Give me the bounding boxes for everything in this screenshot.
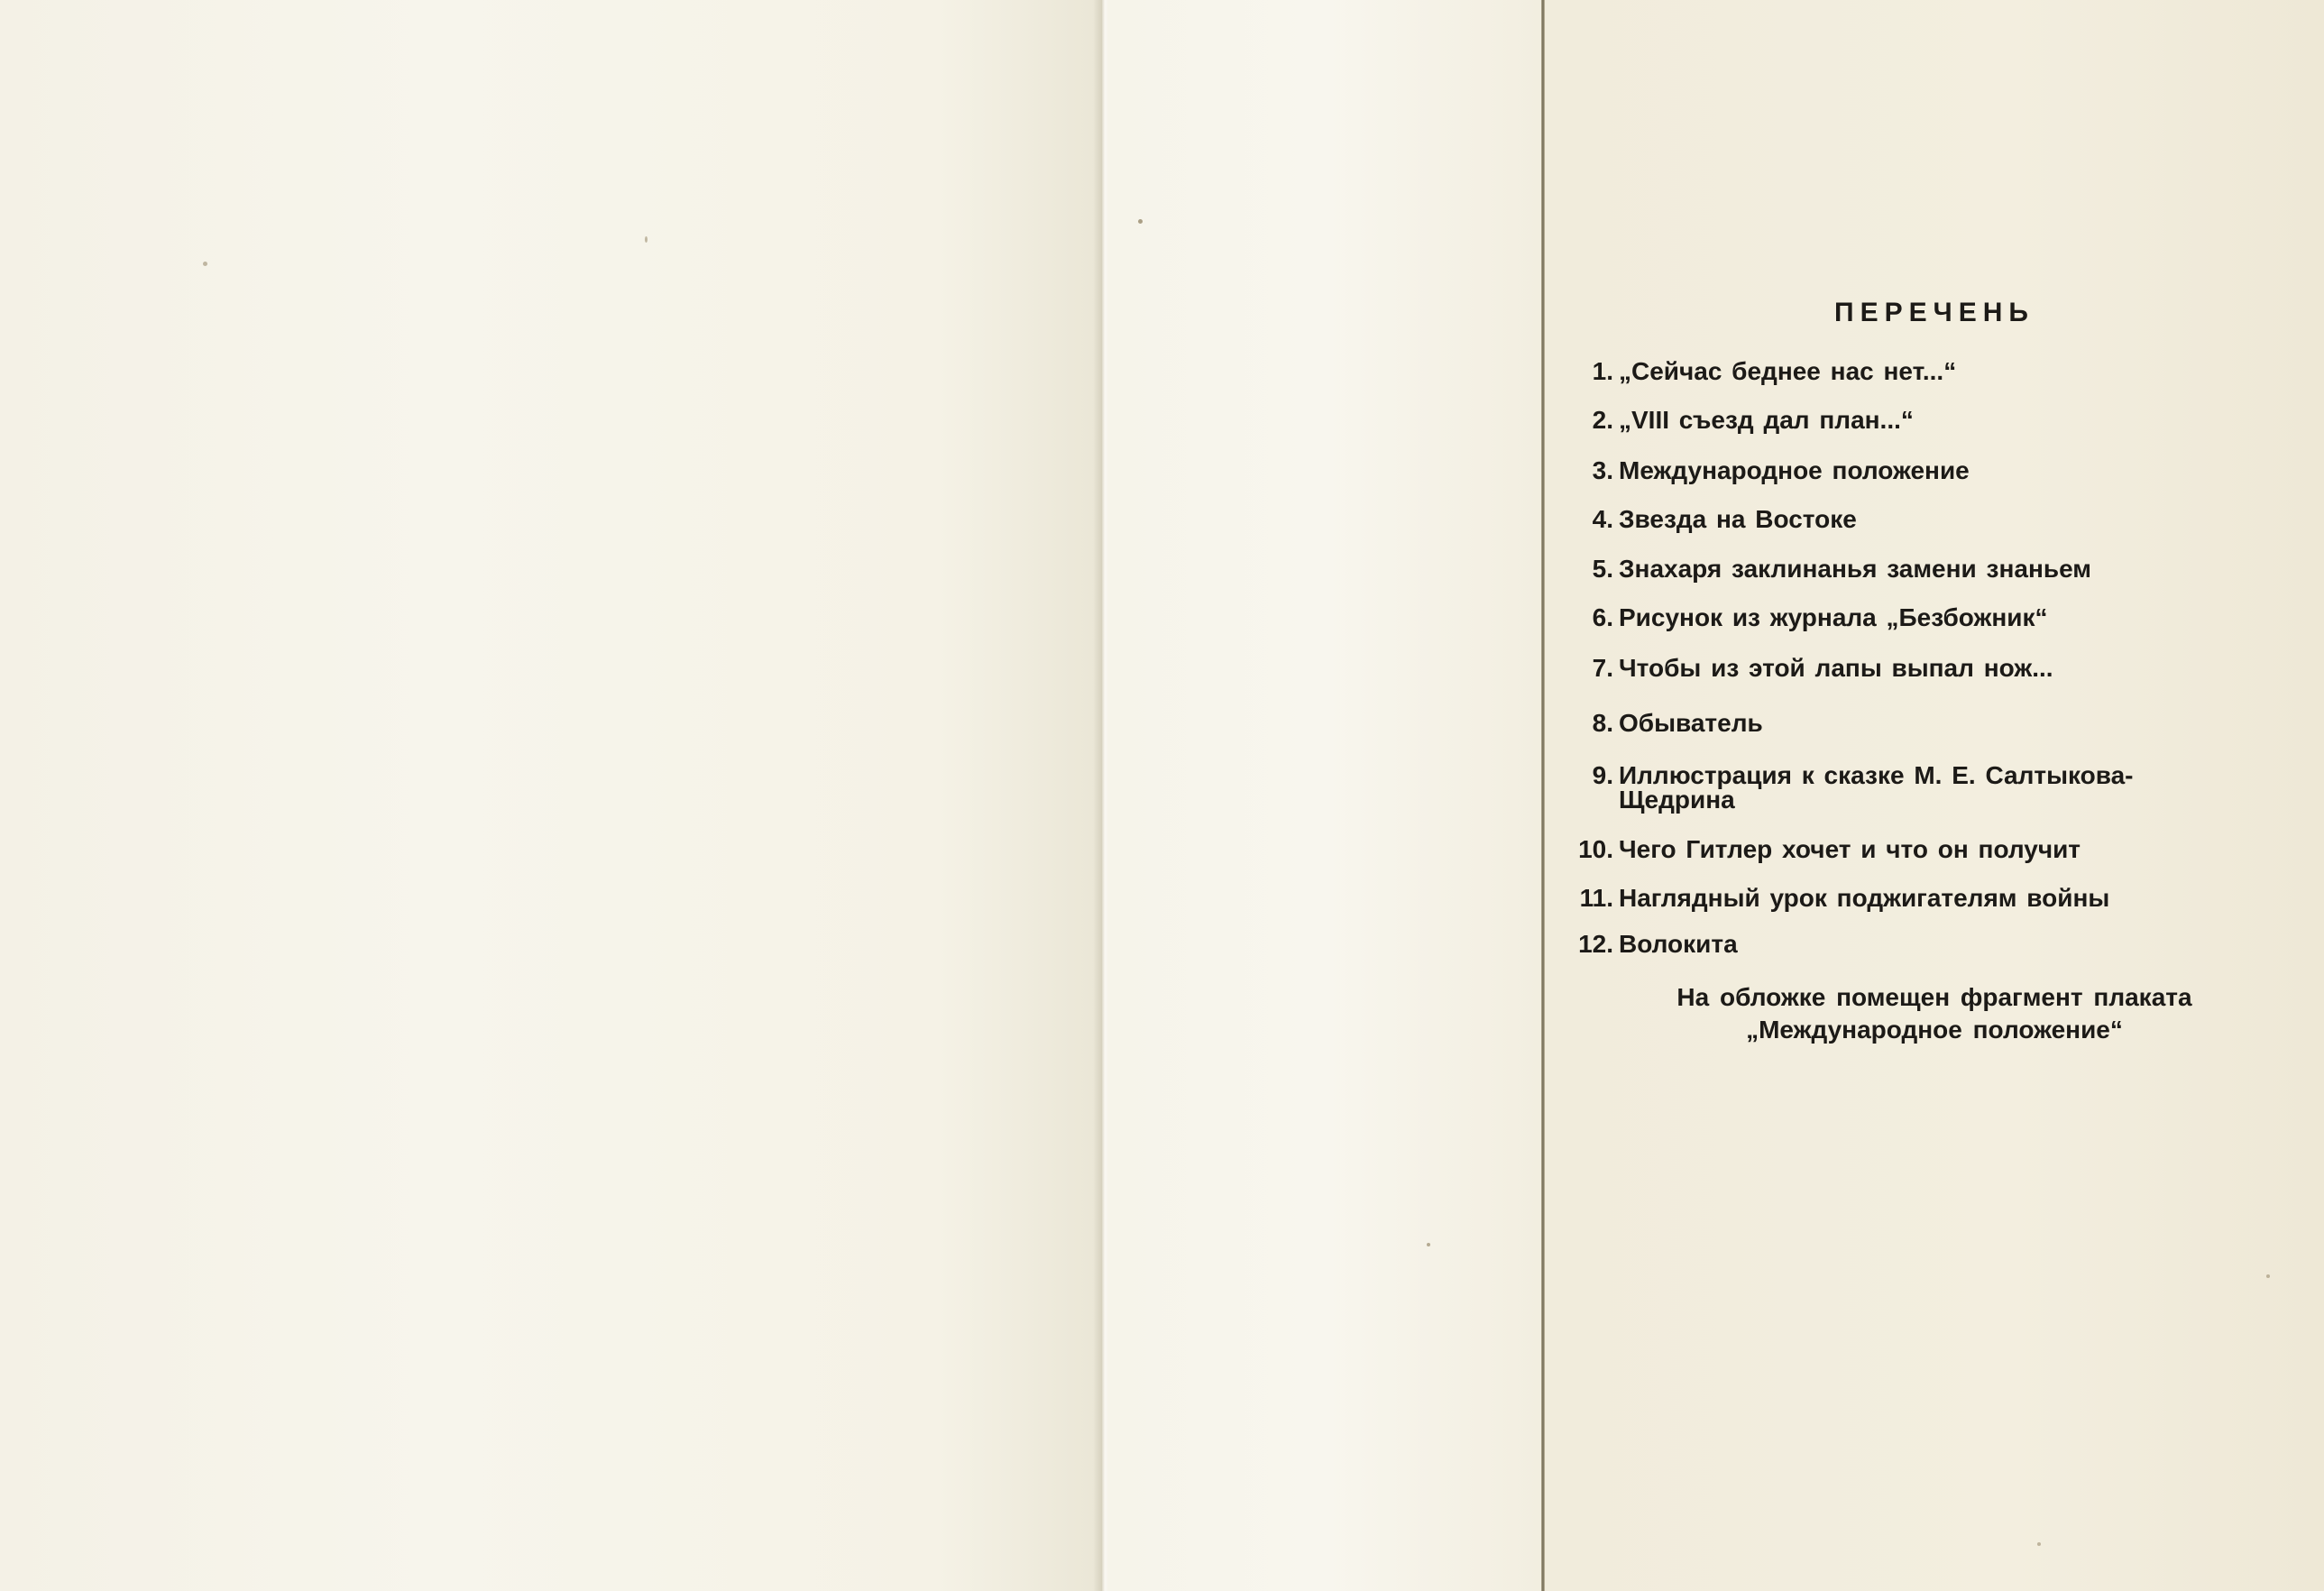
item-number: 12.	[1578, 930, 1613, 958]
item-number: 5.	[1592, 555, 1613, 583]
item-title-line2: Щедрина	[1619, 786, 1735, 814]
item-number: 7.	[1592, 654, 1613, 682]
middle-flap	[1107, 0, 1543, 1591]
left-page	[0, 0, 1102, 1591]
item-number: 8.	[1592, 709, 1613, 737]
item-title: Чего Гитлер хочет и что он получит	[1619, 835, 2081, 863]
item-title: Наглядный урок поджигателям войны	[1619, 884, 2110, 912]
item-number: 2.	[1592, 406, 1613, 434]
item-title: Волокита	[1619, 930, 1738, 958]
item-number: 10.	[1578, 835, 1613, 863]
item-title: Звезда на Востоке	[1619, 505, 1857, 533]
paper-speck	[645, 236, 648, 243]
item-number: 9.	[1592, 761, 1613, 789]
item-title	[1619, 763, 2133, 812]
item-title: „VIII съезд дал план...“	[1619, 406, 1914, 434]
paper-speck	[2266, 1274, 2270, 1278]
paper-speck	[1138, 219, 1143, 224]
item-number: 1.	[1592, 357, 1613, 385]
item-title: „Сейчас беднее нас нет...“	[1619, 357, 1957, 385]
cover-note-line2: „Международное положение“	[1746, 1016, 2123, 1044]
paper-speck	[1427, 1243, 1430, 1246]
paper-speck	[2037, 1542, 2041, 1546]
item-number: 6.	[1592, 603, 1613, 631]
item-title: Рисунок из журнала „Безбожник“	[1619, 603, 2048, 631]
item-number: 4.	[1592, 505, 1613, 533]
item-number: 3.	[1592, 456, 1613, 484]
item-title: Обыватель	[1619, 709, 1763, 737]
contents-title: ПЕРЕЧЕНЬ	[1834, 298, 2035, 327]
cover-note	[1545, 981, 2324, 1046]
cover-note-line1: На обложке помещен фрагмент плаката	[1676, 983, 2192, 1011]
item-number: 11.	[1579, 884, 1613, 912]
item-title: Чтобы из этой лапы выпал нож...	[1619, 654, 2053, 682]
item-title: Знахаря заклинанья замени знаньем	[1619, 555, 2091, 583]
item-title: Международное положение	[1619, 456, 1970, 484]
paper-speck	[203, 262, 207, 266]
item-title-line1: Иллюстрация к сказке М. Е. Салтыкова-	[1619, 761, 2134, 789]
